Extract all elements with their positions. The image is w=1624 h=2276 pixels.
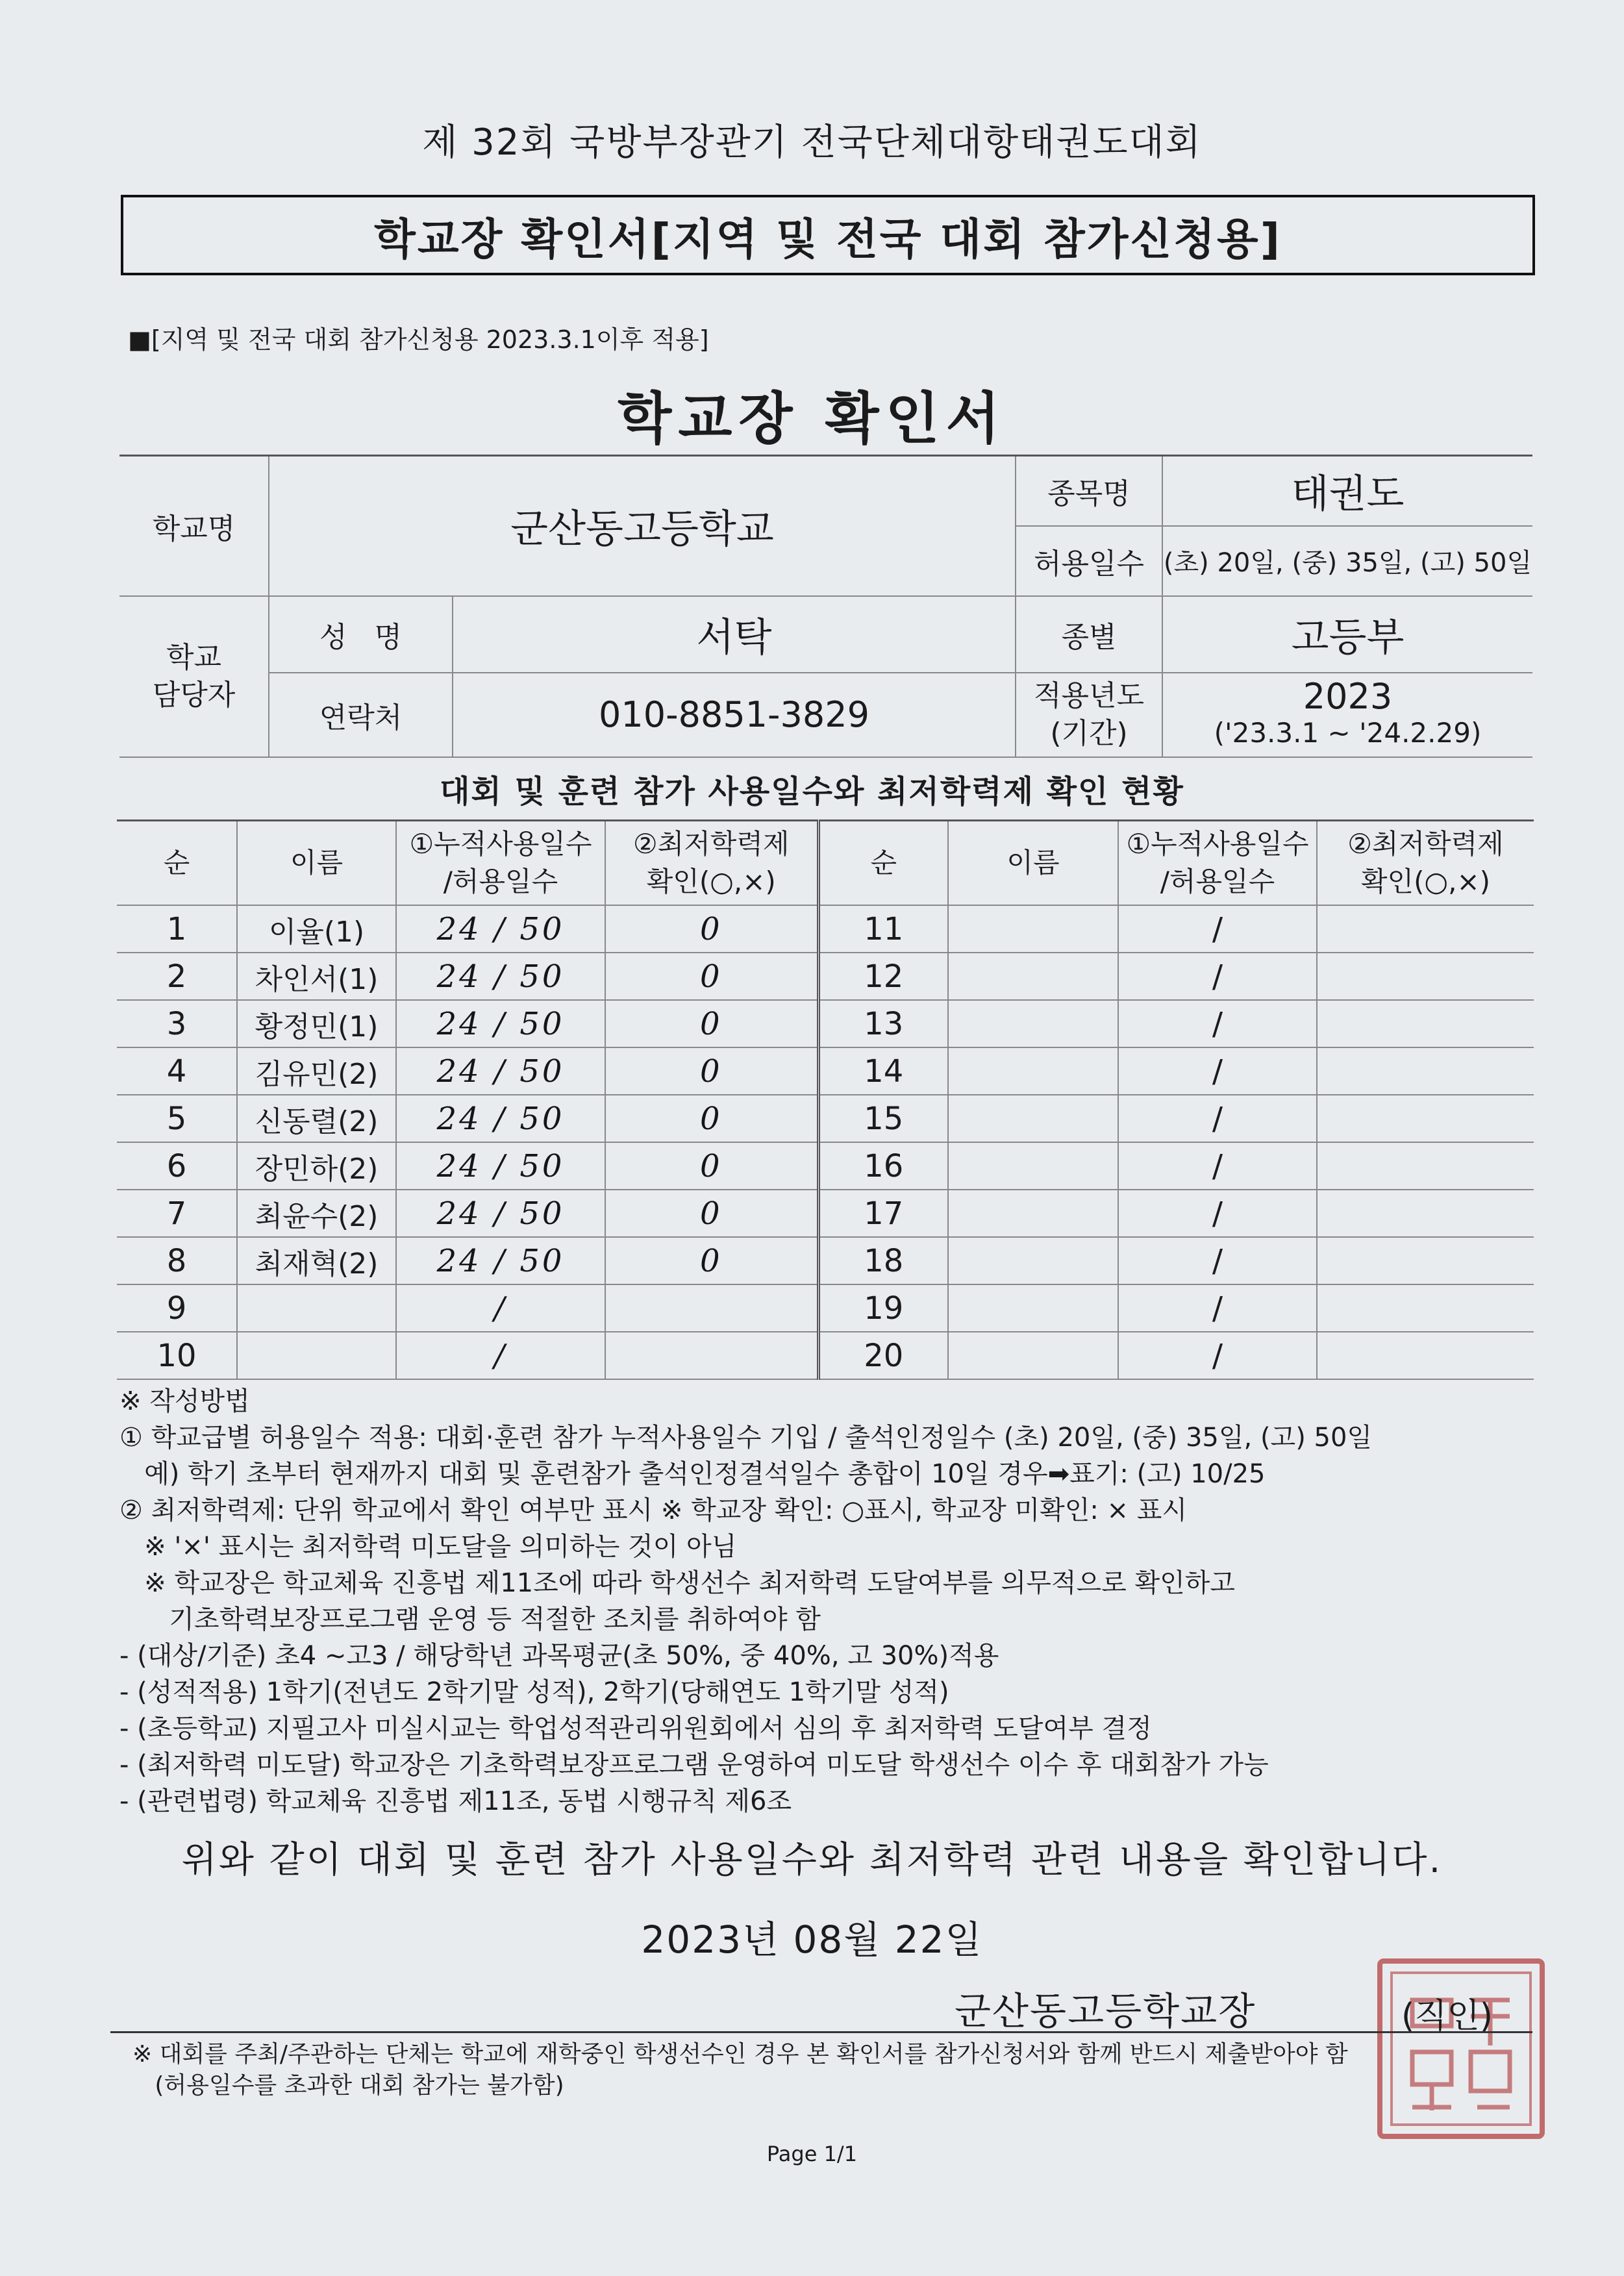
cell-check: 0 <box>605 905 818 953</box>
cell-check: 0 <box>605 1047 818 1095</box>
division-label: 종별 <box>1016 596 1162 673</box>
method-line: ※ '×' 표시는 최저학력 미도달을 의미하는 것이 아님 <box>119 1532 737 1562</box>
cell-no: 6 <box>117 1142 237 1190</box>
cell-name: 장민하(2) <box>237 1142 396 1190</box>
cell-name <box>948 953 1118 1000</box>
table-row <box>117 953 1534 1000</box>
cell-days: 24 / 50 <box>396 1047 605 1095</box>
header-days-line1: ①누적사용일수 <box>409 828 592 860</box>
method-line: ① 학교급별 허용일수 적용: 대회·훈련 참가 누적사용일수 기입 / 출석인정일수 (초) 20일, (중) 35일, (고) 50일 <box>119 1423 1373 1453</box>
cell-name: 김유민(2) <box>237 1047 396 1095</box>
cell-no: 13 <box>818 1000 948 1047</box>
cell-days: / <box>396 1284 605 1332</box>
year-label-line1: 적용년도 <box>1033 679 1144 712</box>
method-line: ※ 작성방법 <box>119 1386 250 1416</box>
allowed-value: (초) 20일, (중) 35일, (고) 50일 <box>1162 526 1532 596</box>
header-no-right: 순 <box>818 821 948 906</box>
header-check-left <box>605 821 818 906</box>
cell-days: 24 / 50 <box>396 1000 605 1047</box>
cell-check: 0 <box>605 1190 818 1237</box>
box-title: 학교장 확인서[지역 및 전국 대회 참가신청용] <box>121 195 1535 275</box>
cell-no: 12 <box>818 953 948 1000</box>
cell-no: 3 <box>117 1000 237 1047</box>
cell-days: / <box>1118 1142 1317 1190</box>
contact-value: 010-8851-3829 <box>453 673 1016 757</box>
cell-no: 16 <box>818 1142 948 1190</box>
cell-check <box>1317 1332 1534 1379</box>
roster-table <box>117 819 1534 1380</box>
cell-days: / <box>396 1332 605 1379</box>
table-row <box>117 1237 1534 1284</box>
cell-no: 9 <box>117 1284 237 1332</box>
cell-days: 24 / 50 <box>396 905 605 953</box>
event-title: 제 32회 국방부장관기 전국단체대항태권도대회 <box>422 121 1202 164</box>
section-title: 대회 및 훈련 참가 사용일수와 최저학력제 확인 현황 <box>440 773 1184 810</box>
header-name-right: 이름 <box>948 821 1118 906</box>
header-name-left: 이름 <box>237 821 396 906</box>
notice-line: ■[지역 및 전국 대회 참가신청용 2023.3.1이후 적용] <box>128 325 709 354</box>
table-row <box>117 1047 1534 1095</box>
cell-days: / <box>1118 1332 1317 1379</box>
footnote-line-2: (허용일수를 초과한 대회 참가는 불가함) <box>132 2072 564 2099</box>
header-days-line1: ①누적사용일수 <box>1126 828 1309 860</box>
year-label-line2: (기간) <box>1050 716 1128 750</box>
cell-days: / <box>1118 1190 1317 1237</box>
school-value: 군산동고등학교 <box>269 456 1016 596</box>
cell-no: 7 <box>117 1190 237 1237</box>
cell-name: 최윤수(2) <box>237 1190 396 1237</box>
cell-no: 10 <box>117 1332 237 1379</box>
cell-name <box>948 1000 1118 1047</box>
year-label <box>1016 673 1162 757</box>
table-row <box>117 1000 1534 1047</box>
name-label: 성 명 <box>269 596 453 673</box>
cell-days: / <box>1118 953 1317 1000</box>
cell-name <box>948 1047 1118 1095</box>
method-line: - (초등학교) 지필고사 미실시교는 학업성적관리위원회에서 심의 후 최저학력 도달여부 결정 <box>119 1714 1152 1744</box>
footnote-line-1: ※ 대회를 주최/주관하는 단체는 학교에 재학중인 학생선수인 경우 본 확인서를 참가신청서와 함께 반드시 제출받아야 함 <box>132 2041 1348 2068</box>
event-value: 태권도 <box>1162 456 1532 526</box>
cell-days: / <box>1118 905 1317 953</box>
cell-days: 24 / 50 <box>396 1237 605 1284</box>
cell-days: 24 / 50 <box>396 953 605 1000</box>
table-row <box>117 1190 1534 1237</box>
method-line: ※ 학교장은 학교체육 진흥법 제11조에 따라 학생선수 최저학력 도달여부를 의무적으로 확인하고 <box>119 1568 1236 1598</box>
manager-label: 학교 담당자 <box>119 596 269 757</box>
cell-check <box>1317 1190 1534 1237</box>
event-label: 종목명 <box>1016 456 1162 526</box>
cell-no: 17 <box>818 1190 948 1237</box>
cell-check <box>1317 905 1534 953</box>
header-check-line1: ②최저학력제 <box>1347 828 1504 860</box>
cell-no: 11 <box>818 905 948 953</box>
cell-check <box>605 1284 818 1332</box>
table-row <box>117 1142 1534 1190</box>
year-value: 2023 <box>1303 675 1393 717</box>
allowed-label: 허용일수 <box>1016 526 1162 596</box>
cell-no: 4 <box>117 1047 237 1095</box>
method-line: - (최저학력 미도달) 학교장은 기초학력보장프로그램 운영하여 미도달 학생선수 이수 후 대회참가 가능 <box>119 1750 1269 1780</box>
header-check-right <box>1317 821 1534 906</box>
footnote <box>132 2039 1529 2101</box>
cell-name <box>948 1095 1118 1142</box>
cell-name <box>948 1237 1118 1284</box>
document-title: 학교장 확인서 <box>618 386 1006 451</box>
cell-no: 15 <box>818 1095 948 1142</box>
cell-check <box>1317 1047 1534 1095</box>
cell-no: 20 <box>818 1332 948 1379</box>
cell-days: 24 / 50 <box>396 1095 605 1142</box>
cell-name <box>948 905 1118 953</box>
cell-name <box>237 1284 396 1332</box>
cell-days: / <box>1118 1000 1317 1047</box>
header-days-line2: /허용일수 <box>443 866 558 897</box>
cell-no: 14 <box>818 1047 948 1095</box>
cell-check: 0 <box>605 953 818 1000</box>
name-value: 서탁 <box>453 596 1016 673</box>
page-number: Page 1/1 <box>766 2142 858 2166</box>
cell-no: 18 <box>818 1237 948 1284</box>
method-line: - (관련법령) 학교체육 진흥법 제11조, 동법 시행규칙 제6조 <box>119 1786 792 1816</box>
cell-no: 5 <box>117 1095 237 1142</box>
cell-name: 최재혁(2) <box>237 1237 396 1284</box>
method-line: - (대상/기준) 초4 ~고3 / 해당학년 과목평균(초 50%, 중 40%, 고 30%)적용 <box>119 1641 999 1671</box>
table-row <box>117 1095 1534 1142</box>
method-line: 예) 학기 초부터 현재까지 대회 및 훈련참가 출석인정결석일수 총합이 10일 경우➡표기: (고) 10/25 <box>119 1459 1266 1489</box>
cell-name <box>948 1190 1118 1237</box>
cell-check: 0 <box>605 1095 818 1142</box>
cell-name: 황정민(1) <box>237 1000 396 1047</box>
cell-check: 0 <box>605 1142 818 1190</box>
cell-check <box>1317 1284 1534 1332</box>
header-check-line1: ②최저학력제 <box>632 828 790 860</box>
cell-no: 1 <box>117 905 237 953</box>
cell-name <box>948 1284 1118 1332</box>
cell-check <box>1317 1142 1534 1190</box>
cell-no: 2 <box>117 953 237 1000</box>
method-line: - (성적적용) 1학기(전년도 2학기말 성적), 2학기(당해연도 1학기말 성적) <box>119 1677 949 1707</box>
cell-days: / <box>1118 1095 1317 1142</box>
cell-days: 24 / 50 <box>396 1190 605 1237</box>
cell-name: 차인서(1) <box>237 953 396 1000</box>
cell-name: 이율(1) <box>237 905 396 953</box>
cell-check <box>605 1332 818 1379</box>
header-days-left <box>396 821 605 906</box>
contact-label: 연락처 <box>269 673 453 757</box>
cell-days: 24 / 50 <box>396 1142 605 1190</box>
cell-name <box>948 1332 1118 1379</box>
cell-name <box>948 1142 1118 1190</box>
division-value: 고등부 <box>1162 596 1532 673</box>
cell-check <box>1317 953 1534 1000</box>
cell-days: / <box>1118 1284 1317 1332</box>
cell-days: / <box>1118 1237 1317 1284</box>
confirm-statement: 위와 같이 대회 및 훈련 참가 사용일수와 최저학력 관련 내용을 확인합니다. <box>181 1839 1443 1881</box>
cell-check <box>1317 1095 1534 1142</box>
cell-check: 0 <box>605 1000 818 1047</box>
method-line: 기초학력보장프로그램 운영 등 적절한 조치를 취하여야 함 <box>119 1605 821 1634</box>
table-row <box>117 1284 1534 1332</box>
school-label: 학교명 <box>119 456 269 596</box>
cell-name <box>237 1332 396 1379</box>
year-value-cell <box>1162 673 1532 757</box>
writing-method <box>119 1383 1535 1820</box>
header-check-line2: 확인(○,×) <box>1360 866 1491 897</box>
header-days-right <box>1118 821 1317 906</box>
cell-check <box>1317 1237 1534 1284</box>
table-row <box>117 905 1534 953</box>
info-table <box>119 455 1532 758</box>
table-row <box>117 1332 1534 1379</box>
footer-divider <box>110 2031 1532 2033</box>
seal-label: (직인) <box>1401 1997 1493 2036</box>
cell-no: 8 <box>117 1237 237 1284</box>
cell-days: / <box>1118 1047 1317 1095</box>
cell-name: 신동렬(2) <box>237 1095 396 1142</box>
signature-date: 2023년 08월 22일 <box>641 1918 983 1962</box>
method-line: ② 최저학력제: 단위 학교에서 확인 여부만 표시 ※ 학교장 확인: ○표시, 학교장 미확인: × 표시 <box>119 1495 1188 1525</box>
cell-check: 0 <box>605 1237 818 1284</box>
period-value: ('23.3.1 ~ '24.2.29) <box>1214 716 1482 749</box>
cell-no: 19 <box>818 1284 948 1332</box>
principal-name: 군산동고등학교장 <box>955 1989 1256 2033</box>
cell-check <box>1317 1000 1534 1047</box>
header-check-line2: 확인(○,×) <box>646 866 776 897</box>
header-days-line2: /허용일수 <box>1160 866 1275 897</box>
header-no-left: 순 <box>117 821 237 906</box>
